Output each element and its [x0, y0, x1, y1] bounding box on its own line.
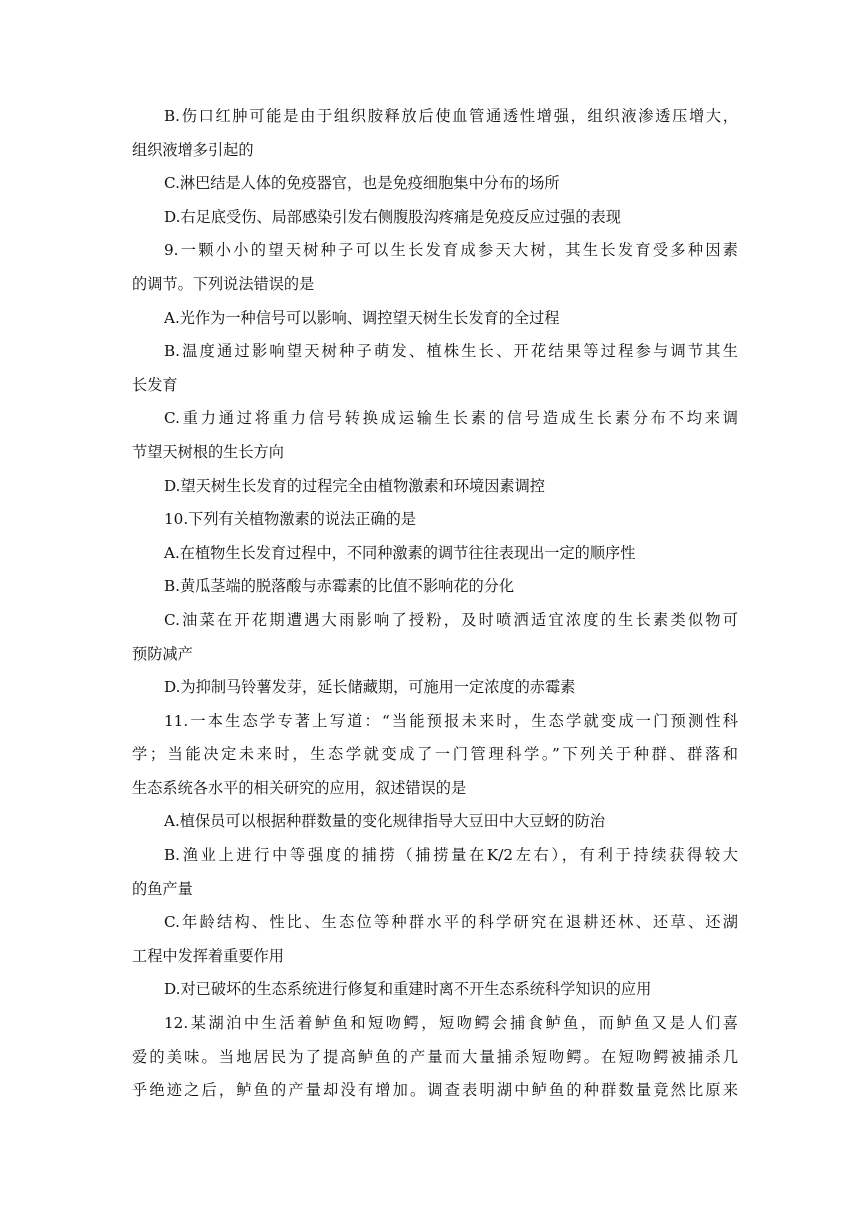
- option-8b-line-1: B.伤口红肿可能是由于组织胺释放后使血管通透性增强，组织液渗透压增大，: [164, 107, 738, 125]
- option-8c: C.淋巴结是人体的免疫器官，也是免疫细胞集中分布的场所: [164, 174, 560, 193]
- option-10a: A.在植物生长发育过程中，不同种激素的调节往往表现出一定的顺序性: [164, 543, 636, 562]
- option-9a: A.光作为一种信号可以影响、调控望天树生长发育的全过程: [164, 308, 560, 327]
- option-11d: D.对已破坏的生态系统进行修复和重建时离不开生态系统科学知识的应用: [164, 980, 652, 999]
- option-11a: A.植保员可以根据种群数量的变化规律指导大豆田中大豆蚜的防治: [164, 812, 606, 831]
- option-8d: D.右足底受伤、局部感染引发右侧腹股沟疼痛是免疫反应过强的表现: [164, 207, 621, 226]
- question-12-stem-line-2: 爱的美味。当地居民为了提高鲈鱼的产量而大量捕杀短吻鳄。在短吻鳄被捕杀几: [132, 1047, 738, 1066]
- option-9b-line-2: 长发育: [132, 375, 178, 394]
- question-10-stem: 10.下列有关植物激素的说法正确的是: [164, 510, 416, 529]
- option-9d: D.望天树生长发育的过程完全由植物激素和环境因素调控: [164, 476, 545, 495]
- question-12-stem-line-1: 12.某湖泊中生活着鲈鱼和短吻鳄，短吻鳄会捕食鲈鱼，而鲈鱼又是人们喜: [164, 1014, 738, 1033]
- option-10d: D.为抑制马铃薯发芽，延长储藏期，可施用一定浓度的赤霉素: [164, 678, 576, 697]
- document-page: [132, 100, 738, 1108]
- option-9c-line-2: 节望天树根的生长方向: [132, 442, 284, 461]
- question-11-stem-line-2: 学；当能决定未来时，生态学就变成了一门管理科学。”下列关于种群、群落和: [132, 745, 738, 764]
- option-10c-line-2: 预防减产: [132, 644, 193, 663]
- option-8b-line-2: 组织液增多引起的: [132, 140, 254, 159]
- option-11b-line-1: B.渔业上进行中等强度的捕捞（捕捞量在K/2左右），有利于持续获得较大: [164, 846, 738, 865]
- option-10c-line-1: C.油菜在开花期遭遇大雨影响了授粉，及时喷洒适宜浓度的生长素类似物可: [164, 610, 738, 629]
- option-11b-line-2: 的鱼产量: [132, 879, 193, 898]
- option-11c-line-1: C.年龄结构、性比、生态位等种群水平的科学研究在退耕还林、还草、还湖: [164, 913, 738, 932]
- option-9c-line-1: C.重力通过将重力信号转换成运输生长素的信号造成生长素分布不均来调: [164, 409, 738, 428]
- option-9b-line-1: B.温度通过影响望天树种子萌发、植株生长、开花结果等过程参与调节其生: [164, 342, 738, 361]
- question-11-stem-line-3: 生态系统各水平的相关研究的应用，叙述错误的是: [132, 778, 467, 797]
- question-9-stem-line-2: 的调节。下列说法错误的是: [132, 274, 315, 293]
- question-9-stem-line-1: 9.一颗小小的望天树种子可以生长发育成参天大树，其生长发育受多种因素: [164, 241, 738, 260]
- option-10b: B.黄瓜茎端的脱落酸与赤霉素的比值不影响花的分化: [164, 577, 515, 596]
- option-11c-line-2: 工程中发挥着重要作用: [132, 946, 284, 965]
- question-11-stem-line-1: 11.一本生态学专著上写道：“当能预报未来时，生态学就变成一门预测性科: [164, 711, 738, 730]
- question-12-stem-line-3: 乎绝迹之后，鲈鱼的产量却没有增加。调查表明湖中鲈鱼的种群数量竟然比原来: [132, 1081, 738, 1100]
